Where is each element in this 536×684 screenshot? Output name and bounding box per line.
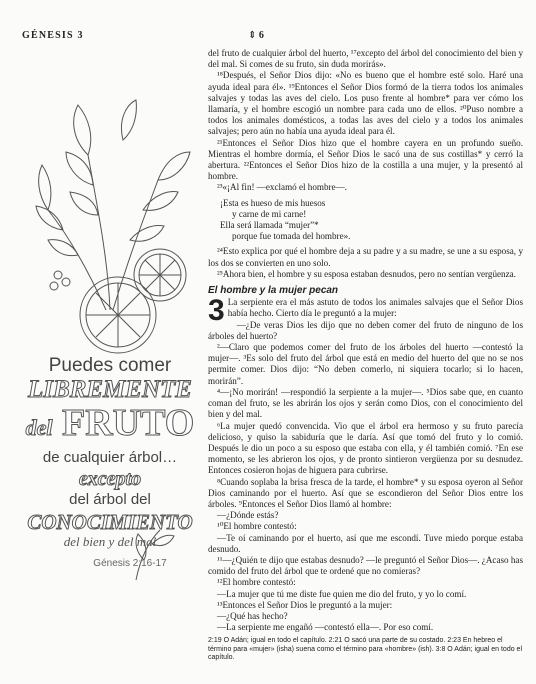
art-line-3-4	[18, 403, 202, 448]
stem-icon	[88, 155, 110, 310]
paragraph: —¿Dónde estás?	[217, 510, 279, 521]
paragraph: ¹⁸Después, el Señor Dios dijo: «No es bueno que el hombre esté solo. Haré una ayuda ideal para él». ¹⁹Entonces el Señor Dios formó de la tierra todos los animales salvajes y todas las aves del cielo. Los puso frente al hombre* para ver cómo los llamaría, y el hombre escogió un nombre para cada uno de ellos. ²⁰Puso nombre a todos los animales domésticos, a todas las aves del cielo y a todos los animales salvajes; pero aún no había una ayuda ideal para él.	[208, 70, 523, 137]
verse-art	[18, 355, 202, 569]
page-number	[248, 30, 264, 41]
book-chapter-header: GÉNESIS 3	[22, 30, 84, 41]
chevron-icon: ⇕	[248, 30, 257, 41]
paragraph: ²—Claro que podemos comer del fruto de los árboles del huerto —contestó la mujer—. ³Es solo del fruto del árbol que está en medio del huerto del que no se nos permite comer. Dios dijo: “No deben comerlo, ni siquiera tocarlo; si lo hacen, morirán”.	[208, 342, 523, 386]
paragraph: ⁶La mujer quedó convencida. Vio que el árbol era hermoso y su fruto parecía delicioso, y quiso la sabiduría que le daría. Así que tomó del fruto y lo comió. Después le dio un poco a su esposo que estaba con ella, y él también comió. ⁷En ese momento, se les abrieron los ojos, y de pronto sintieron vergüenza por su desnudez. Entonces cosieron hojas de higuera para cubrirse.	[208, 420, 523, 476]
paragraph: ¹⁰El hombre contestó:	[217, 521, 297, 532]
art-line-5: de cualquier árbol…	[42, 449, 178, 466]
chapter-number: 3	[208, 294, 225, 328]
paragraph: ²⁴Esto explica por qué el hombre deja a su padre y a su madre, se une a su esposa, y los dos se convierten en uno solo.	[208, 246, 523, 268]
verse-reference: Génesis 2:16-17	[93, 558, 167, 569]
poem-line: Ella será llamada “mujer”*	[220, 220, 319, 231]
art-line-2: LIBREMENTE	[28, 376, 192, 403]
poem-line: ¡Esta es hueso de mis huesos	[220, 197, 326, 208]
poem-line: porque fue tomada del hombre».	[232, 231, 351, 242]
art-line-6: excepto	[78, 468, 142, 490]
scripture-text	[208, 48, 523, 663]
paragraph: ⁴—¡No morirán! —respondió la serpiente a la mujer—. ⁵Dios sabe que, en cuanto coman del fruto, se les abrirán los ojos y serán como Dios, con el conocimiento del bien y del mal.	[208, 386, 523, 420]
art-line-1: Puedes comer	[48, 355, 172, 376]
page-number-value: 6	[258, 30, 264, 41]
art-line-8: CONOCIMIENTO	[27, 510, 193, 534]
art-line-7: del árbol del	[69, 491, 151, 508]
paragraph: ¹¹—¿Quién te dijo que estabas desnudo? —le preguntó el Señor Dios—. ¿Acaso has comido del fruto del árbol que te ordené que no comieras?	[208, 554, 523, 577]
footnotes: 2:19 O Adán; igual en todo el capítulo. 2:21 O sacó una parte de su costado. 2:23 En hebreo el término para «mujer» (isha) suena como el término para «hombre» (ish). 3:8 O Adán; igual en todo el capítulo.	[208, 637, 523, 662]
paragraph: ²³«¡Al fin! —exclamó el hombre—.	[217, 182, 347, 193]
poem-line: y carne de mi carne!	[232, 208, 307, 219]
paragraph: ⁸Cuando soplaba la brisa fresca de la tarde, el hombre* y su esposa oyeron al Señor Dios caminando por el huerto. Así que se escondieron del Señor Dios entre los árboles. ⁹Entonces el Señor Dios llamó al hombre:	[208, 476, 523, 509]
art-line-4: FRUTO	[62, 402, 195, 444]
paragraph: ¹³Entonces el Señor Dios le preguntó a la mujer:	[217, 599, 393, 610]
paragraph: ²¹Entonces el Señor Dios hizo que el hombre cayera en un profundo sueño. Mientras el hombre dormía, el Señor Dios le sacó una de sus costillas* y cerró la abertura. ²²Entonces el Señor Dios hizo de la costilla a una mujer, y la presentó al hombre.	[208, 137, 523, 182]
paragraph: —¿Qué has hecho?	[217, 610, 288, 621]
paragraph: ¹²El hombre contestó:	[217, 577, 296, 588]
art-line-9: del bien y del mal	[63, 534, 157, 549]
paragraph: ²⁵Ahora bien, el hombre y su esposa estaban desnudos, pero no sentían vergüenza.	[217, 268, 516, 279]
paragraph	[208, 294, 523, 328]
paragraph: —¿De veras Dios les dijo que no deben comer del fruto de ninguno de los árboles del huerto?	[208, 319, 523, 341]
poem	[220, 198, 523, 243]
paragraph: —La serpiente me engañó —contestó ella—. Por eso comí.	[217, 622, 434, 633]
paragraph: —La mujer que tú me diste fue quien me dio del fruto, y yo lo comí.	[217, 588, 467, 599]
section-title: El hombre y la mujer pecan	[208, 285, 339, 297]
paragraph: —Te oí caminando por el huerto, así que me escondí. Tuve miedo porque estaba desnudo.	[208, 532, 523, 554]
paragraph-text: La serpiente era el más astuto de todos los animales salvajes que el Señor Dios había hecho. Cierto día le preguntó a la mujer:	[227, 297, 523, 319]
leaf-icon	[74, 105, 91, 155]
paragraph: del fruto de cualquier árbol del huerto, ¹⁷excepto del árbol del conocimiento del bien y del mal. Si comes de su fruto, sin duda morirás».	[208, 48, 523, 70]
art-line-3: del	[25, 415, 53, 440]
